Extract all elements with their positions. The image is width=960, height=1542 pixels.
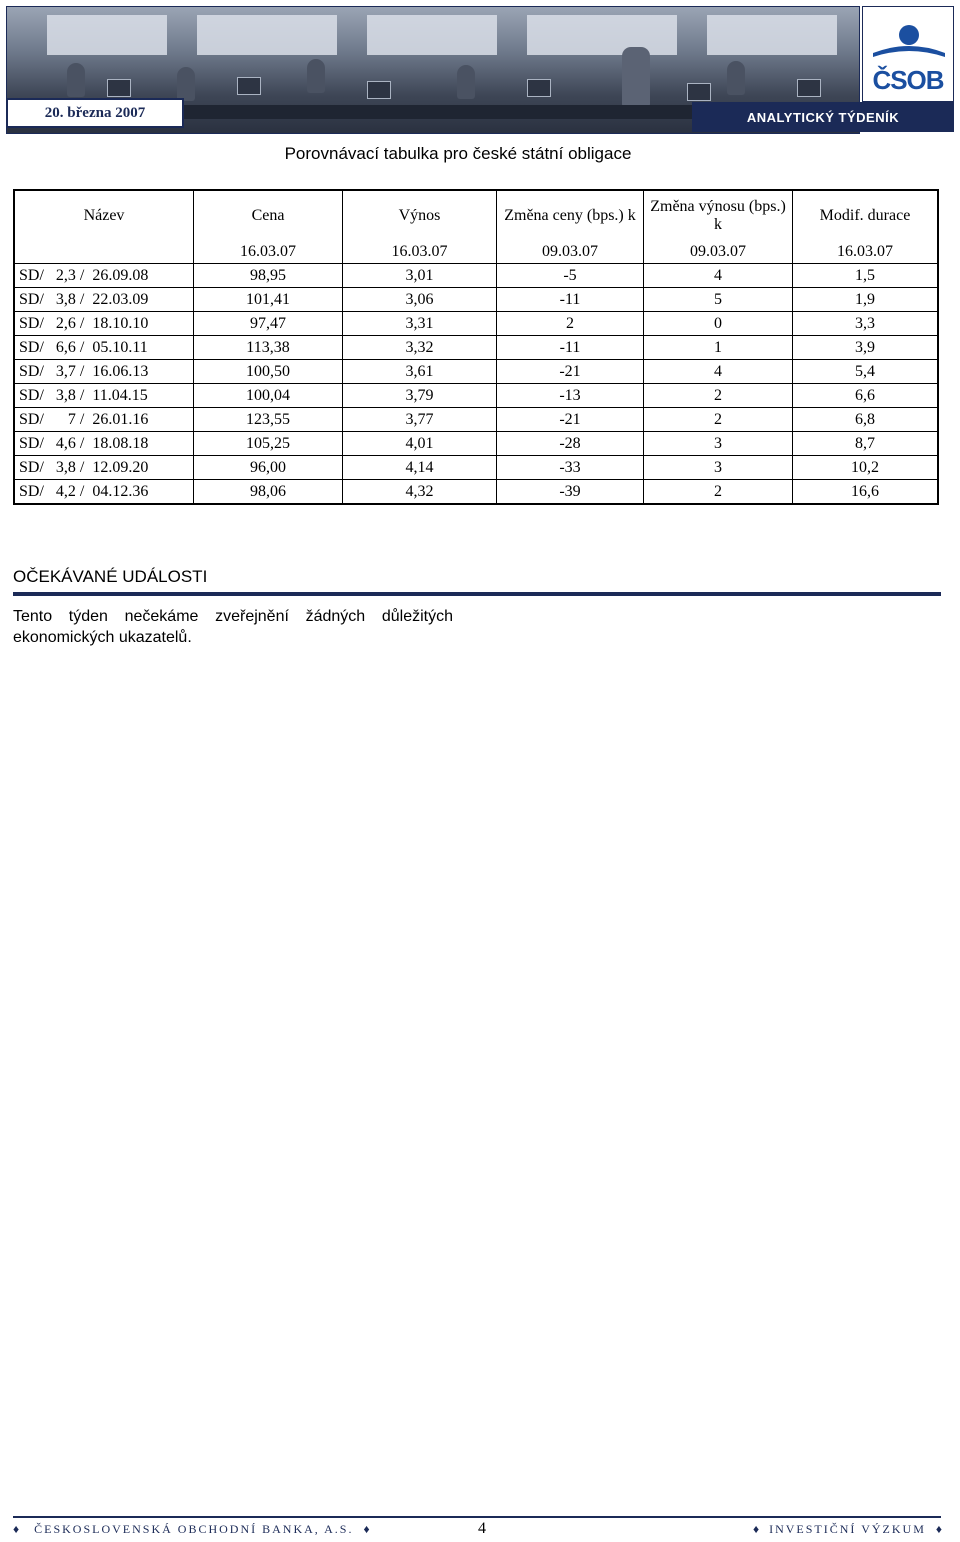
- bond-name: SD/ 3,8 / 12.09.20: [14, 456, 194, 480]
- footer-department: INVESTIČNÍ VÝZKUM: [769, 1522, 926, 1536]
- footer-right: [753, 1522, 942, 1537]
- table-row: [14, 360, 938, 384]
- bond-name: SD/ 6,6 / 05.10.11: [14, 336, 194, 360]
- bond-price-change: -21: [497, 408, 644, 432]
- table-row: [14, 456, 938, 480]
- bond-yield: 4,32: [343, 480, 497, 505]
- bond-yield: 4,01: [343, 432, 497, 456]
- bond-yield: 3,31: [343, 312, 497, 336]
- events-text: Tento týden nečekáme zveřejnění žádných důležitých ekonomických ukazatelů.: [13, 608, 453, 646]
- diamond-icon: ♦: [363, 1522, 370, 1536]
- bond-duration: 3,3: [793, 312, 939, 336]
- column-header-name: Název: [14, 190, 194, 241]
- bond-price-change: -11: [497, 336, 644, 360]
- logo-wordmark: ČSOB: [872, 65, 944, 95]
- bond-yield-change: 4: [644, 360, 793, 384]
- bond-name: SD/ 4,2 / 04.12.36: [14, 480, 194, 505]
- bond-price: 123,55: [194, 408, 343, 432]
- bond-yield-change: 1: [644, 336, 793, 360]
- bond-name: SD/ 3,8 / 11.04.15: [14, 384, 194, 408]
- bond-name: SD/ 4,6 / 18.08.18: [14, 432, 194, 456]
- diamond-icon: ♦: [935, 1522, 942, 1536]
- table-date-row: [14, 241, 938, 264]
- bond-yield: 3,61: [343, 360, 497, 384]
- table-row: [14, 312, 938, 336]
- bond-name: SD/ 2,3 / 26.09.08: [14, 264, 194, 288]
- bond-duration: 10,2: [793, 456, 939, 480]
- bond-price-change: -33: [497, 456, 644, 480]
- bond-price: 100,50: [194, 360, 343, 384]
- column-header-yield-change: Změna výnosu (bps.) k: [644, 190, 793, 241]
- table-row: [14, 480, 938, 505]
- table-title: Porovnávací tabulka pro české státní obligace: [284, 144, 632, 163]
- column-date-duration: 16.03.07: [793, 241, 939, 264]
- bond-yield: 4,14: [343, 456, 497, 480]
- csob-logo: [862, 6, 954, 102]
- bond-price-change: 2: [497, 312, 644, 336]
- bond-price: 98,06: [194, 480, 343, 505]
- table-header-row: [14, 190, 938, 241]
- bond-comparison-table: [13, 189, 939, 505]
- bond-price-change: -21: [497, 360, 644, 384]
- column-date-price-change: 09.03.07: [497, 241, 644, 264]
- events-heading: OČEKÁVANÉ UDÁLOSTI: [13, 567, 208, 586]
- column-header-yield: Výnos: [343, 190, 497, 241]
- issue-date: 20. března 2007: [6, 98, 184, 128]
- diamond-icon: ♦: [13, 1522, 20, 1536]
- column-header-duration: Modif. durace: [793, 190, 939, 241]
- publication-name: ANALYTICKÝ TÝDENÍK: [692, 102, 954, 132]
- column-header-price-change: Změna ceny (bps.) k: [497, 190, 644, 241]
- bond-price-change: -5: [497, 264, 644, 288]
- table-row: [14, 336, 938, 360]
- column-date-yield-change: 09.03.07: [644, 241, 793, 264]
- bond-price: 96,00: [194, 456, 343, 480]
- table-row: [14, 288, 938, 312]
- column-date-yield: 16.03.07: [343, 241, 497, 264]
- table-row: [14, 264, 938, 288]
- bond-price: 113,38: [194, 336, 343, 360]
- bond-yield-change: 4: [644, 264, 793, 288]
- footer-left: [13, 1522, 370, 1537]
- bond-duration: 16,6: [793, 480, 939, 505]
- bond-price: 105,25: [194, 432, 343, 456]
- bond-name: SD/ 7 / 26.01.16: [14, 408, 194, 432]
- header-banner: [0, 0, 960, 134]
- bond-yield-change: 5: [644, 288, 793, 312]
- bond-yield-change: 0: [644, 312, 793, 336]
- bond-name: SD/ 2,6 / 18.10.10: [14, 312, 194, 336]
- bond-price: 101,41: [194, 288, 343, 312]
- bond-yield: 3,77: [343, 408, 497, 432]
- bond-duration: 1,9: [793, 288, 939, 312]
- bond-yield-change: 2: [644, 480, 793, 505]
- bond-price-change: -11: [497, 288, 644, 312]
- bond-price: 100,04: [194, 384, 343, 408]
- footer-bank-name: ČESKOSLOVENSKÁ OBCHODNÍ BANKA, A.S.: [34, 1522, 354, 1536]
- table-row: [14, 384, 938, 408]
- bond-name: SD/ 3,8 / 22.03.09: [14, 288, 194, 312]
- bond-price: 97,47: [194, 312, 343, 336]
- bond-yield: 3,32: [343, 336, 497, 360]
- bond-yield: 3,06: [343, 288, 497, 312]
- bond-price-change: -13: [497, 384, 644, 408]
- bond-yield-change: 2: [644, 384, 793, 408]
- bond-price-change: -39: [497, 480, 644, 505]
- bond-duration: 5,4: [793, 360, 939, 384]
- bond-yield-change: 3: [644, 456, 793, 480]
- csob-logo-icon: [863, 7, 955, 67]
- bond-yield: 3,01: [343, 264, 497, 288]
- bond-yield: 3,79: [343, 384, 497, 408]
- diamond-icon: ♦: [752, 1522, 760, 1536]
- page-footer: [0, 1518, 960, 1542]
- page-number: 4: [478, 1520, 486, 1537]
- bond-duration: 1,5: [793, 264, 939, 288]
- bond-duration: 6,6: [793, 384, 939, 408]
- column-header-price: Cena: [194, 190, 343, 241]
- events-divider: [13, 592, 941, 596]
- bond-duration: 3,9: [793, 336, 939, 360]
- bond-duration: 6,8: [793, 408, 939, 432]
- bond-name: SD/ 3,7 / 16.06.13: [14, 360, 194, 384]
- bond-price: 98,95: [194, 264, 343, 288]
- bond-yield-change: 3: [644, 432, 793, 456]
- column-date-price: 16.03.07: [194, 241, 343, 264]
- table-row: [14, 432, 938, 456]
- bond-yield-change: 2: [644, 408, 793, 432]
- bond-duration: 8,7: [793, 432, 939, 456]
- table-row: [14, 408, 938, 432]
- column-date-name: [14, 241, 194, 264]
- bond-price-change: -28: [497, 432, 644, 456]
